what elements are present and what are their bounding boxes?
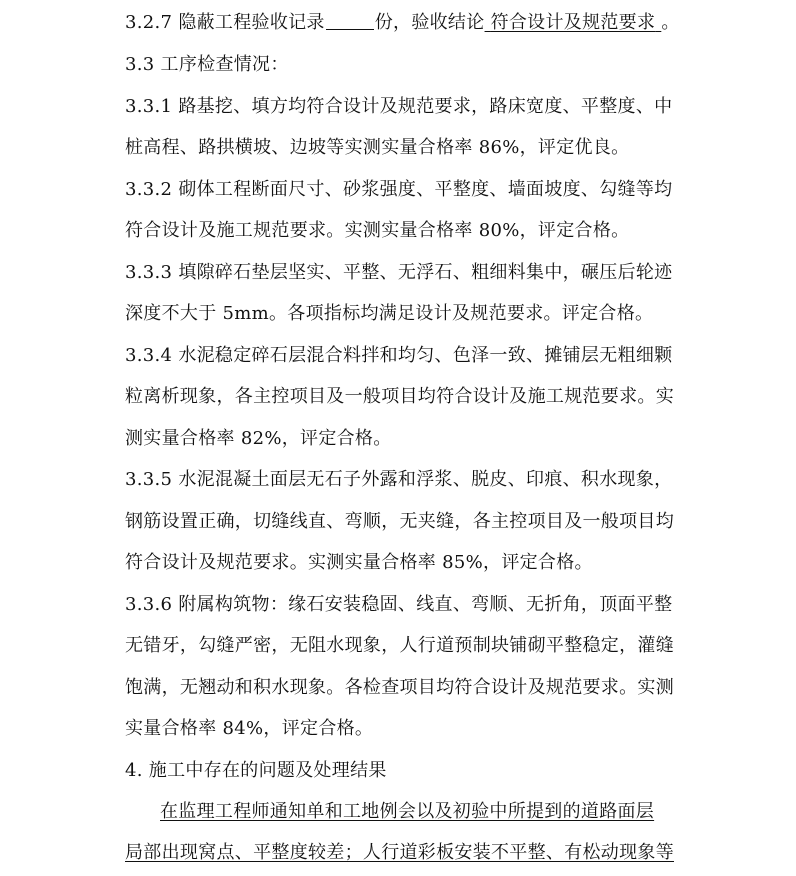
item-3-3-3-line-1: 3.3.3 填隙碎石垫层坚实、平整、无浮石、粗细料集中，碾压后轮迹 (125, 262, 673, 283)
section-3-3-heading: 3.3 工序检查情况： (125, 54, 289, 75)
item-3-3-2-line-1: 3.3.2 砌体工程断面尺寸、砂浆强度、平整度、墙面坡度、勾缝等均 (125, 179, 673, 200)
item-3-3-5-line-3: 符合设计及规范要求。实测实量合格率 85%，评定合格。 (125, 552, 593, 573)
section-4-line-1: 在监理工程师通知单和工地例会以及初验中所提到的道路面层 (160, 801, 655, 822)
item-3-3-1-line-2: 桩高程、路拱横坡、边坡等实测实量合格率 86%，评定优良。 (125, 137, 630, 158)
item-3-3-5-line-2: 钢筋设置正确，切缝线直、弯顺，无夹缝，各主控项目及一般项目均 (125, 511, 674, 532)
item-3-3-2-line-2: 符合设计及施工规范要求。实测实量合格率 80%，评定合格。 (125, 220, 630, 241)
s327-suffix: 。 (661, 12, 680, 33)
blank-count-field (326, 11, 374, 30)
item-3-3-6-line-2: 无错牙，勾缝严密，无阻水现象，人行道预制块铺砌平整稳定，灌缝 (125, 635, 674, 656)
section-4-heading: 4. 施工中存在的问题及处理结果 (125, 760, 387, 781)
section-3-2-7 (125, 8, 685, 38)
item-3-3-6-line-4: 实量合格率 84%，评定合格。 (125, 718, 374, 739)
item-3-3-1-line-1: 3.3.1 路基挖、填方均符合设计及规范要求，路床宽度、平整度、中 (125, 96, 673, 117)
item-3-3-4-line-3: 测实量合格率 82%，评定合格。 (125, 428, 392, 449)
item-3-3-5-line-1: 3.3.5 水泥混凝土面层无石子外露和浮浆、脱皮、印痕、积水现象， (125, 469, 673, 490)
item-3-3-6-line-3: 饱满，无翘动和积水现象。各检查项目均符合设计及规范要求。实测 (125, 677, 674, 698)
s327-mid: 份，验收结论 (374, 12, 485, 33)
section-4-line-2: 局部出现窝点、平整度较差；人行道彩板安装不平整、有松动现象等 (125, 842, 674, 863)
item-3-3-4-line-1: 3.3.4 水泥稳定碎石层混合料拌和均匀、色泽一致、摊铺层无粗细颗 (125, 345, 673, 366)
item-3-3-4-line-2: 粒离析现象，各主控项目及一般项目均符合设计及施工规范要求。实 (125, 386, 674, 407)
item-3-3-6-line-1: 3.3.6 附属构筑物：缘石安装稳固、线直、弯顺、无折角，顶面平整 (125, 594, 673, 615)
s327-prefix: 3.2.7 隐蔽工程验收记录 (125, 12, 325, 33)
item-3-3-3-line-2: 深度不大于 5mm。各项指标均满足设计及规范要求。评定合格。 (125, 303, 654, 324)
s327-conclusion: 符合设计及规范要求 (490, 12, 656, 33)
